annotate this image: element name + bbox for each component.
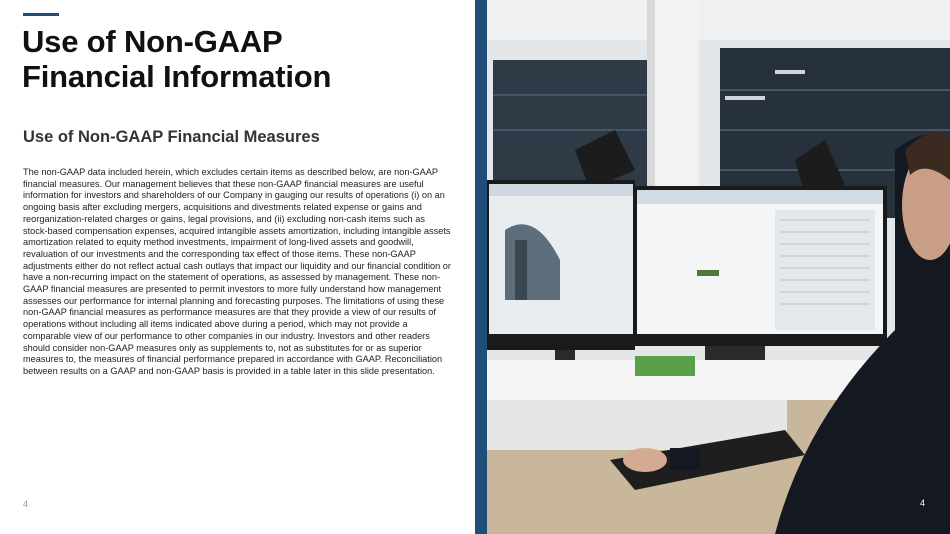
office-photo-illustration bbox=[475, 0, 950, 534]
page-number-right: 4 bbox=[920, 498, 926, 508]
office-photo bbox=[475, 0, 950, 534]
section-heading: Use of Non-GAAP Financial Measures bbox=[23, 128, 320, 146]
page-title-line-2: Financial Information bbox=[22, 59, 332, 94]
page-title-line-1: Use of Non-GAAP bbox=[22, 24, 283, 59]
body-paragraph: The non-GAAP data included herein, which excludes certain items as described below, are non-GAAP financial measures. Our management believes that these non-GAAP financial measures are useful information for investors and shareholders of our Company in gauging our results of operations (i) on an ongoing basis after excluding mergers, acquisitions and divestments related expense or gains and reorganization-related charges or gains, legal provisions, and (ii) excluding non-cash items such as stock-based compensation expenses, acquired intangible assets amortization, including intangible assets amortization related to equity method investments, impairment of long-lived assets and goodwill, revaluation of our investments and the corresponding tax effect of those items. These non-GAAP adjustments either do not reflect actual cash outlays that impact our liquidity and our financial condition or have a non-recurring impact on the statement of operations, as assessed by management. These non-GAAP financial measures are presented to permit investors to more fully understand how management assesses our performance for internal planning and forecasting purposes. The limitations of using these non-GAAP financial measures as performance measures are that they provide a view of our results of operations without including all items indicated above during a period, which may not provide a comparable view of our performance to other companies in our industry. Investors and other readers should consider non-GAAP measures only as supplements to, not as substitutes for or as superior measures to, the measures of financial performance prepared in accordance with GAAP. Reconciliation between results on a GAAP and non-GAAP basis is provided in a table later in this slide presentation. bbox=[23, 167, 451, 376]
page-title bbox=[22, 24, 462, 94]
page-number-left: 4 bbox=[23, 499, 29, 509]
title-accent-bar bbox=[23, 13, 59, 16]
